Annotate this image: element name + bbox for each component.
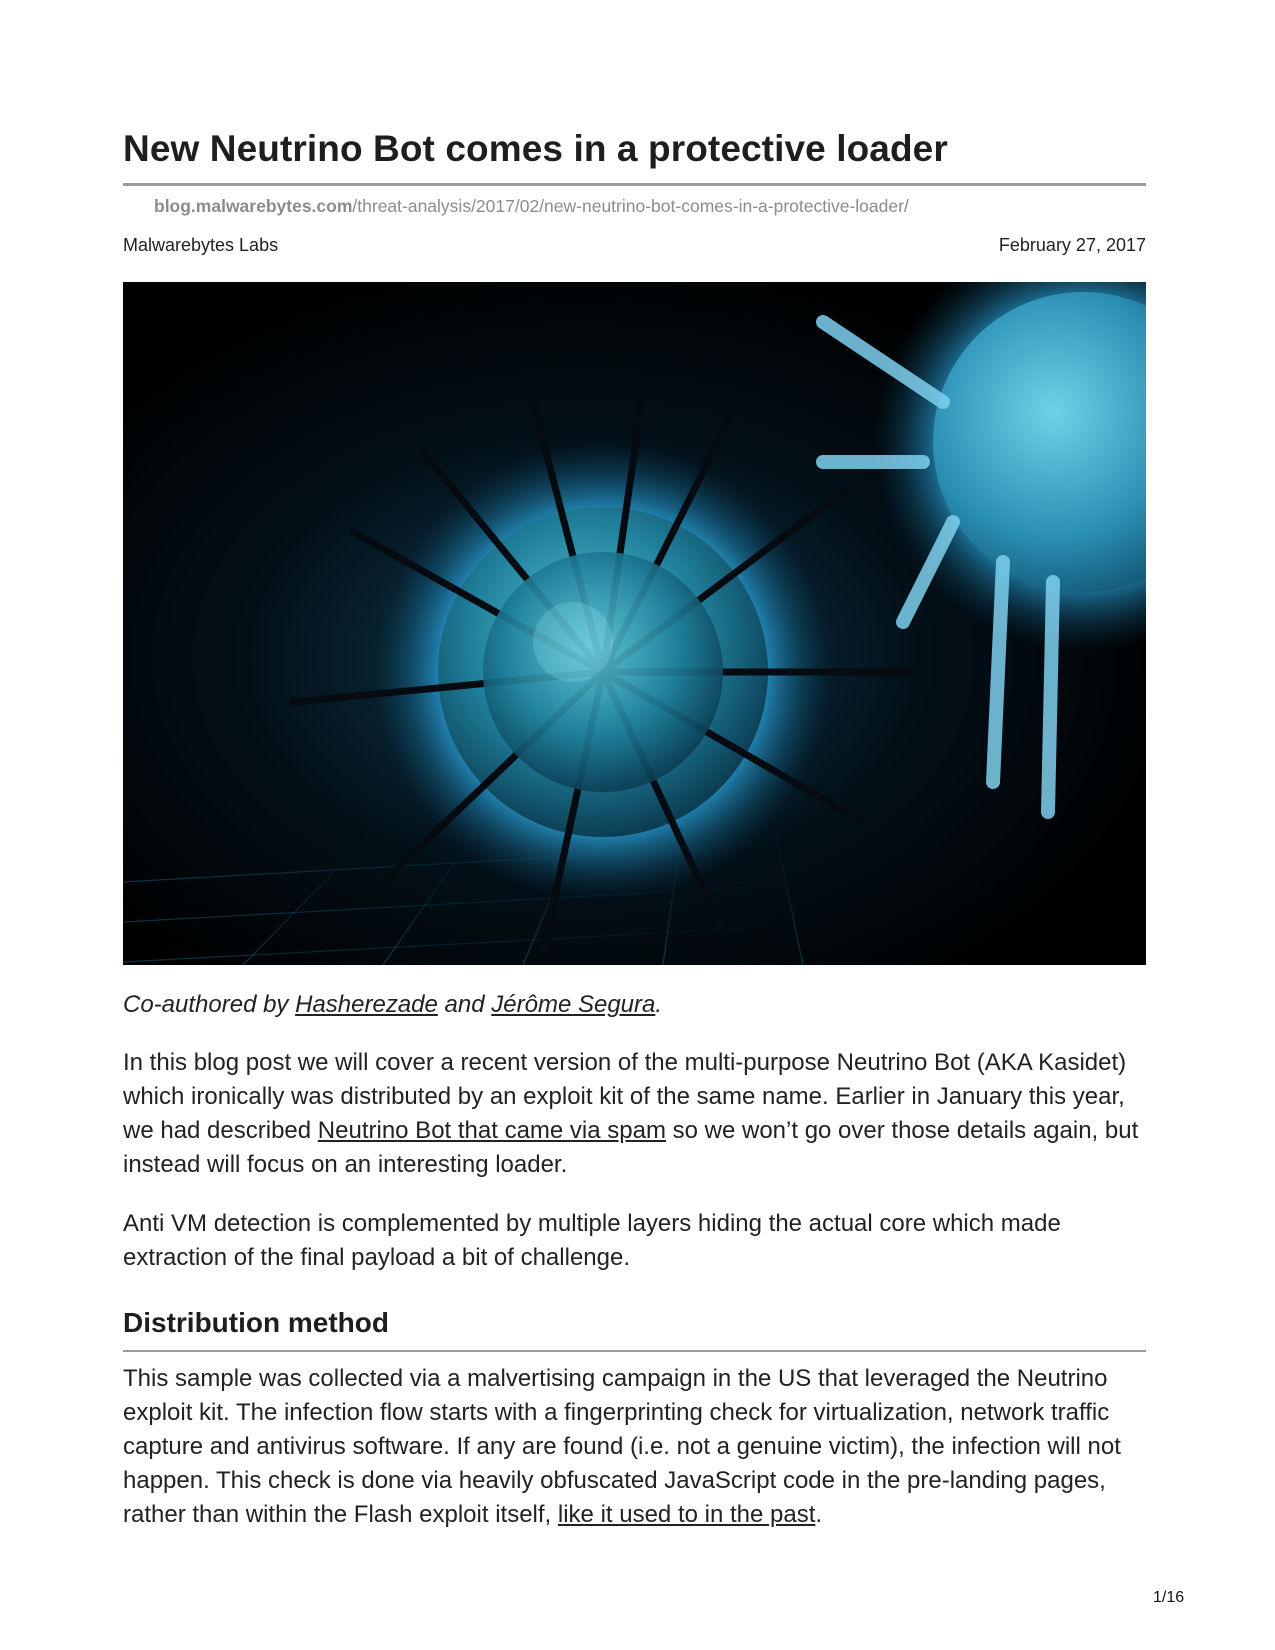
intro-text-after: so we won’t go over those details again, but instead will focus on an interesting loader. bbox=[123, 1117, 1139, 1178]
intro-text-before: In this blog post we will cover a recent version of the multi-purpose Neutrino Bot (AKA Kasidet) which ironically was distributed by an exploit kit of the same name. Earlier in January this year, we had described bbox=[123, 1049, 1127, 1144]
distribution-text-after: . bbox=[815, 1501, 823, 1528]
past-reference-link[interactable]: like it used to in the past bbox=[557, 1501, 816, 1528]
title-divider bbox=[123, 183, 1146, 186]
neutrino-spam-link[interactable]: Neutrino Bot that came via spam bbox=[317, 1117, 666, 1144]
virus-illustration-icon bbox=[123, 282, 1146, 965]
coauthor-byline bbox=[123, 988, 1146, 1022]
hero-image bbox=[123, 282, 1146, 965]
author-link-hasherezade[interactable]: Hasherezade bbox=[295, 991, 438, 1018]
url-path: /threat-analysis/2017/02/new-neutrino-bot-comes-in-a-protective-loader/ bbox=[352, 196, 909, 216]
section-divider bbox=[123, 1350, 1146, 1352]
author-link-jerome-segura[interactable]: Jérôme Segura bbox=[491, 991, 656, 1018]
anti-vm-paragraph: Anti VM detection is complemented by multiple layers hiding the actual core which made extraction of the final payload a bit of challenge. bbox=[123, 1210, 1061, 1271]
url-domain: blog.malwarebytes.com bbox=[154, 196, 353, 216]
article-author: Malwarebytes Labs bbox=[123, 235, 279, 255]
byline-and: and bbox=[437, 991, 492, 1018]
byline-prefix: Co-authored by bbox=[123, 991, 296, 1018]
page-number: 1/16 bbox=[1153, 1589, 1185, 1606]
intro-paragraph bbox=[123, 1046, 1146, 1182]
byline-suffix: . bbox=[655, 991, 663, 1018]
distribution-paragraph bbox=[123, 1362, 1146, 1532]
article-url[interactable] bbox=[154, 196, 909, 217]
article-title: New Neutrino Bot comes in a protective loader bbox=[123, 128, 948, 169]
section-heading: Distribution method bbox=[123, 1307, 389, 1338]
distribution-text-before: This sample was collected via a malvertising campaign in the US that leveraged the Neutrino exploit kit. The infection flow starts with a fingerprinting check for virtualization, network traffic capture and antivirus software. If any are found (i.e. not a genuine victim), the infection will not happen. This check is done via heavily obfuscated JavaScript code in the pre-landing pages, rather than within the Flash exploit itself, bbox=[123, 1365, 1121, 1528]
article-date: February 27, 2017 bbox=[998, 235, 1146, 255]
